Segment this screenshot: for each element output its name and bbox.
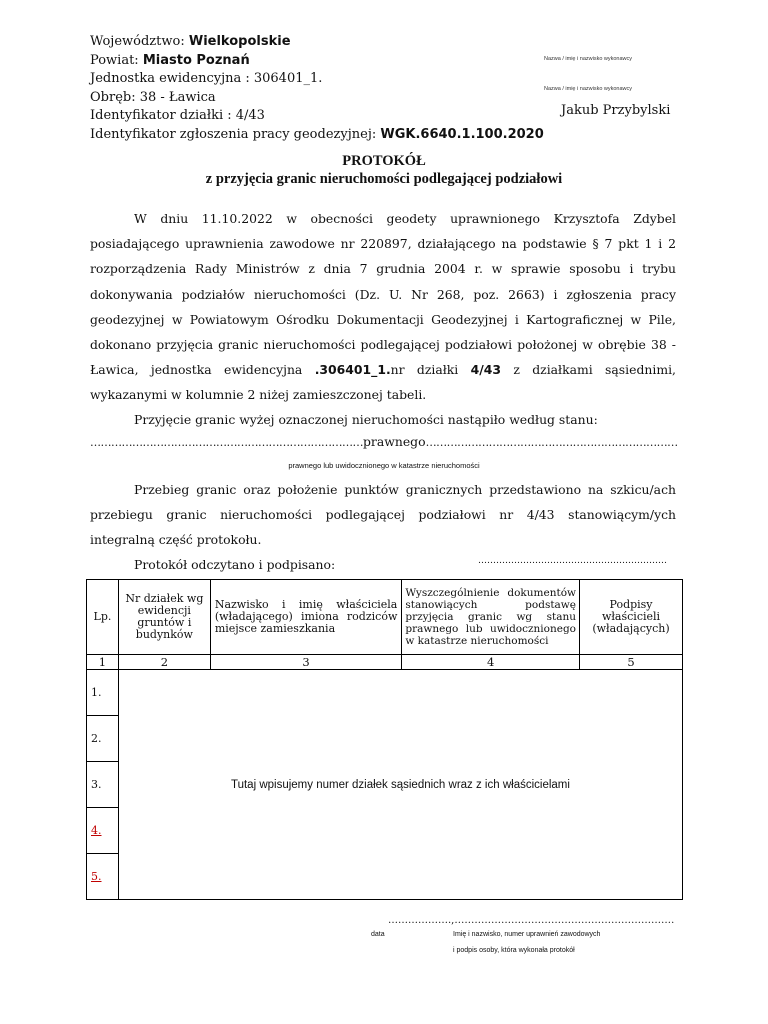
col-num-1: 1 (87, 655, 119, 670)
obreb-line: Obręb: 38 - Ławica (90, 89, 216, 105)
header-dzialki: Nr działek wg ewidencji gruntów i budynków (118, 580, 210, 655)
signature-dots: ……………………………………………………… (478, 556, 667, 566)
neighbors-table (86, 579, 683, 900)
main-paragraph: W dniu 11.10.2022 w obecności geodety uprawnionego Krzysztofa Zdybel posiadającego uprawnienia zawodowe nr 220897, działającego na podstawie § 7 pkt 1 i 2 rozporządzenia Rady Ministrów z dnia 7 grudnia 2004 r. w sprawie sposobu i trybu dokonywania podziałów nieruchomości (Dz. U. Nr 268, poz. 2663) i zgłoszenia pracy geodezyjnej w Powiatowym Ośrodku Dokumentacji Geodezyjnej i Kartograficznej w Pile, dokonano przyjęcia granic nieruchomości podlegającej podziałowi położonej w obrębie 38 - Ławica, jednostka ewidencyjna .306401_1.nr działki 4/43 z działkami sąsiednimi, wykazanymi w kolumnie 2 niżej zamieszczonej tabeli. (90, 211, 676, 403)
row-lp: 4. (87, 808, 119, 854)
jednostka-line: Jednostka ewidencyjna : 306401_1. (90, 71, 323, 86)
row-lp: 1. (87, 670, 119, 716)
przebieg-paragraph: Przebieg granic oraz położenie punktów granicznych przedstawiono na szkicu/ach przebiegu granic nieruchomości podlegającej podziałowi nr 4/43 stanowiącym/ych integralną część protokołu. (90, 482, 676, 548)
contractor-note-2: Nazwa / imię i nazwisko wykonawcy (544, 86, 633, 92)
zgloszenie-line: Identyfikator zgłoszenia pracy geodezyjnej: WGK.6640.1.100.2020 (90, 126, 544, 142)
wojewodztwo-value: Wielkopolskie (188, 34, 291, 49)
date-dots: ………………., (388, 915, 455, 926)
row-lp: 3. (87, 762, 119, 808)
row-lp: 5. (87, 854, 119, 900)
table-header-row (87, 580, 683, 655)
wojewodztwo-line: Województwo: Wielkopolskie (90, 34, 291, 49)
col-num-3: 3 (210, 655, 402, 670)
sign-dots: ………………………………………………………… (454, 915, 675, 926)
protokol-read-line: Protokół odczytano i podpisano: (134, 557, 336, 572)
header-dokumenty: Wyszczególnienie dokumentów stanowiących podstawę przyjęcia granic wg stanu prawnego lub uwidocznionego w katastrze nieruchomości (402, 580, 580, 655)
row-lp: 2. (87, 716, 119, 762)
footer-signature-line (388, 915, 674, 926)
col-num-4: 4 (402, 655, 580, 670)
stan-value: prawnego (363, 434, 426, 449)
header-wlasciciel: Nazwisko i imię właściciela (władającego) imiona rodziców miejsce zamieszkania (210, 580, 402, 655)
header-lp: Lp. (87, 580, 119, 655)
dzialka-line: Identyfikator działki : 4/43 (90, 108, 265, 123)
powiat-value: Miasto Poznań (142, 52, 250, 68)
stan-line: ……………………………………………………………………prawnego……………………………………………………………… (90, 434, 678, 449)
date-label: data (371, 931, 385, 938)
contractor-name: Jakub Przybylski (561, 103, 671, 118)
header-block (90, 33, 544, 144)
stan-paragraph: Przyjęcie granic wyżej oznaczonej nieruchomości nastąpiło według stanu: (134, 412, 598, 427)
document-subtitle: z przyjęcia granic nieruchomości podlegającej podziałowi (205, 171, 563, 187)
zgloszenie-value: WGK.6640.1.100.2020 (380, 126, 544, 142)
header-podpisy: Podpisy właścicieli (władających) (580, 580, 683, 655)
col-num-2: 2 (118, 655, 210, 670)
signer-label-1: Imię i nazwisko, numer uprawnień zawodowych (453, 931, 601, 938)
powiat-line: Powiat: Miasto Poznań (90, 52, 250, 68)
column-number-row (87, 655, 683, 670)
col-num-5: 5 (580, 655, 683, 670)
table-body-cell[interactable]: Tutaj wpisujemy numer działek sąsiednich wraz z ich właścicielami (118, 670, 682, 900)
stan-note: prawnego lub uwidocznionego w katastrze nieruchomości (288, 461, 480, 470)
dzialka-bold: 4/43 (470, 362, 501, 378)
table-row (87, 670, 683, 716)
contractor-note-1: Nazwa / imię i nazwisko wykonawcy (544, 56, 633, 62)
document-title: PROTOKÓŁ (342, 153, 426, 169)
signer-label-2: i podpis osoby, która wykonała protokół (453, 947, 575, 954)
jednostka-bold: .306401_1. (314, 362, 391, 378)
